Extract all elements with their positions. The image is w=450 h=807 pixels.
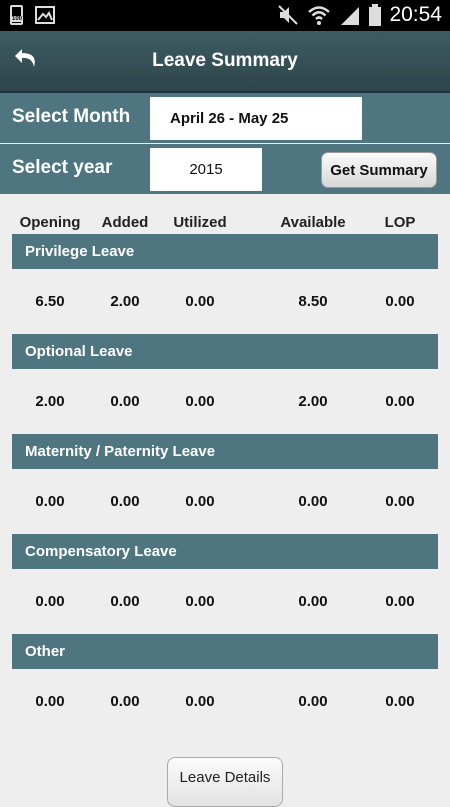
status-bar (0, 0, 450, 31)
column-headers (0, 214, 450, 234)
year-selector-row (0, 144, 450, 194)
privilege-leave-values (0, 293, 450, 313)
maternity-paternity-leave-values (0, 493, 450, 513)
year-select[interactable]: 2015 (150, 148, 262, 191)
value-utilized: 0.00 (185, 293, 215, 310)
value-opening: 6.50 (35, 293, 65, 310)
value-lop: 0.00 (385, 693, 415, 710)
signal-icon (339, 4, 361, 26)
col-utilized: Utilized (173, 214, 227, 231)
value-available: 0.00 (298, 593, 328, 610)
value-opening: 0.00 (35, 693, 65, 710)
page-title: Leave Summary (152, 50, 298, 71)
col-lop: LOP (384, 214, 416, 231)
col-available: Available (280, 214, 346, 231)
section-privilege-leave: Privilege Leave (12, 234, 438, 269)
battery-icon (369, 4, 381, 26)
app-header (0, 31, 450, 93)
section-other-leave: Other (12, 634, 438, 669)
clock: 20:54 (389, 3, 442, 26)
other-leave-values (0, 693, 450, 713)
value-utilized: 0.00 (185, 693, 215, 710)
compensatory-leave-values (0, 593, 450, 613)
value-added: 0.00 (110, 693, 140, 710)
image-icon (35, 6, 55, 24)
value-added: 2.00 (110, 293, 140, 310)
value-available: 0.00 (298, 693, 328, 710)
value-lop: 0.00 (385, 493, 415, 510)
battery-level-icon: 100 (10, 5, 23, 25)
value-utilized: 0.00 (185, 493, 215, 510)
col-opening: Opening (19, 214, 81, 231)
value-lop: 0.00 (385, 393, 415, 410)
mute-icon (277, 4, 299, 26)
month-selector-row (0, 93, 450, 143)
section-optional-leave: Optional Leave (12, 334, 438, 369)
value-opening: 0.00 (35, 593, 65, 610)
value-available: 8.50 (298, 293, 328, 310)
value-utilized: 0.00 (185, 393, 215, 410)
value-lop: 0.00 (385, 293, 415, 310)
value-opening: 0.00 (35, 493, 65, 510)
value-lop: 0.00 (385, 593, 415, 610)
leave-details-button[interactable]: Leave Details (167, 757, 283, 807)
value-added: 0.00 (110, 393, 140, 410)
value-added: 0.00 (110, 593, 140, 610)
col-added: Added (101, 214, 149, 231)
section-compensatory-leave: Compensatory Leave (12, 534, 438, 569)
month-select[interactable]: April 26 - May 25 (150, 97, 362, 140)
month-label: Select Month (12, 106, 131, 127)
value-available: 2.00 (298, 393, 328, 410)
value-available: 0.00 (298, 493, 328, 510)
get-summary-button[interactable]: Get Summary (321, 152, 437, 188)
value-added: 0.00 (110, 493, 140, 510)
year-label: Select year (12, 157, 113, 178)
section-maternity-paternity-leave: Maternity / Paternity Leave (12, 434, 438, 469)
value-opening: 2.00 (35, 393, 65, 410)
optional-leave-values (0, 393, 450, 413)
value-utilized: 0.00 (185, 593, 215, 610)
wifi-icon (307, 4, 331, 26)
